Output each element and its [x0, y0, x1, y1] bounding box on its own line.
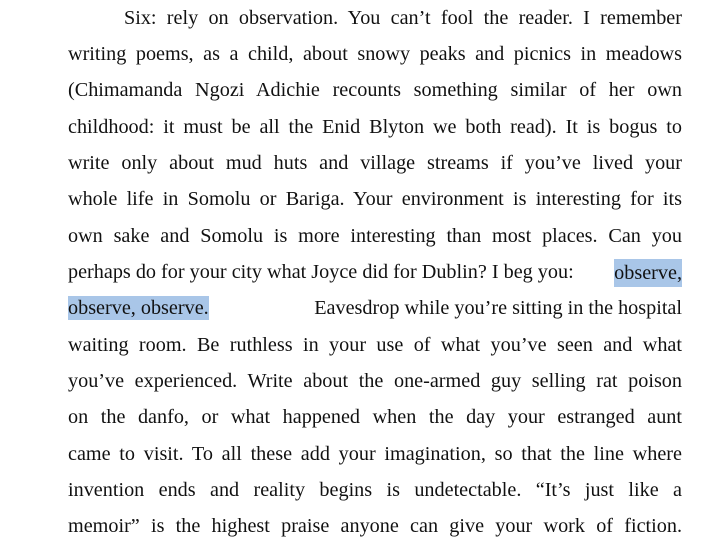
line-text: Eavesdrop while you’re sitting in the hospital: [314, 297, 682, 319]
paragraph-line: invention ends and reality begins is undetectable. “It’s just like a: [68, 479, 682, 501]
paragraph-line: you’ve experienced. Write about the one-armed guy selling rat poison: [68, 370, 682, 392]
paragraph-line: writing poems, as a child, about snowy peaks and picnics in meadows: [68, 43, 682, 65]
paragraph-line: on the danfo, or what happened when the day your estranged aunt: [68, 406, 682, 428]
paragraph-line: memoir” is the highest praise anyone can give your work of fiction.: [68, 515, 682, 537]
paragraph-line: [68, 295, 682, 321]
paragraph-line: (Chimamanda Ngozi Adichie recounts something similar of her own: [68, 79, 682, 101]
paragraph-line: whole life in Somolu or Bariga. Your environment is interesting for its: [68, 188, 682, 210]
paragraph-line: Six: rely on observation. You can’t fool the reader. I remember: [124, 7, 682, 29]
paragraph-line: childhood: it must be all the Enid Blyton we both read). It is bogus to: [68, 116, 682, 138]
paragraph-line: [68, 259, 682, 285]
paragraph-line: own sake and Somolu is more interesting than most places. Can you: [68, 225, 682, 247]
paragraph-line: came to visit. To all these add your imagination, so that the line where: [68, 443, 682, 465]
highlighted-text[interactable]: observe, observe.: [68, 297, 209, 319]
paragraph-line: write only about mud huts and village streams if you’ve lived your: [68, 152, 682, 174]
line-text: perhaps do for your city what Joyce did for Dublin? I beg you:: [68, 261, 574, 283]
paragraph-line: waiting room. Be ruthless in your use of what you’ve seen and what: [68, 334, 682, 356]
highlighted-text[interactable]: observe,: [614, 259, 682, 287]
